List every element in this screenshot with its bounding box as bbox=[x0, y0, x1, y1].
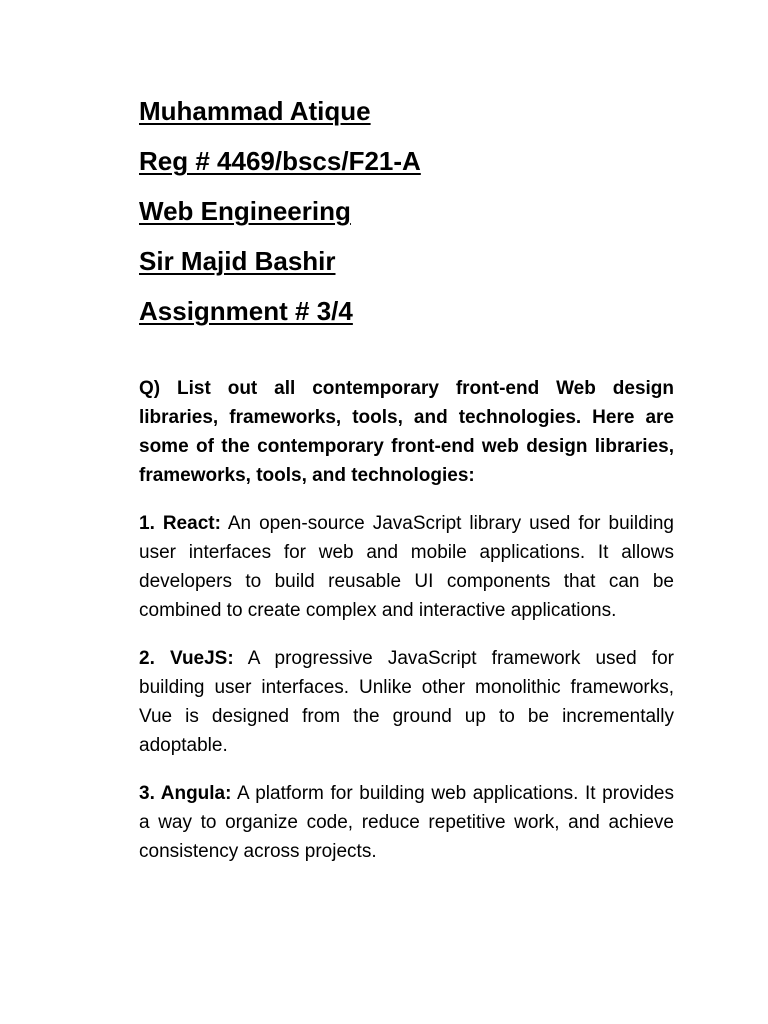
list-item-vuejs bbox=[139, 644, 674, 760]
list-item-text: A progressive JavaScript framework used for building user interfaces. Unlike other monolithic frameworks, Vue is designed from the ground up to be incrementally adoptable. bbox=[139, 648, 674, 756]
registration-number: Reg # 4469/bscs/F21-A bbox=[139, 146, 421, 176]
list-item-title: 1. React: bbox=[139, 513, 221, 534]
list-item-title: 3. Angula: bbox=[139, 783, 232, 804]
list-item-text: An open-source JavaScript library used for building user interfaces for web and mobile applications. It allows developers to build reusable UI components that can be combined to create complex and interactive applications. bbox=[139, 513, 675, 621]
list-item-react bbox=[139, 509, 674, 625]
question-text: Q) List out all contemporary front-end Web design libraries, frameworks, tools, and technologies. Here are some of the contemporary front-end web design libraries, frameworks, tools, and technologies: bbox=[139, 378, 674, 486]
list-item-title: 2. VueJS: bbox=[139, 648, 234, 669]
list-item-text: A platform for building web applications. It provides a way to organize code, reduce repetitive work, and achieve consistency across projects. bbox=[139, 783, 674, 862]
list-item-angula bbox=[139, 779, 674, 866]
document-page bbox=[139, 86, 674, 885]
instructor-name: Sir Majid Bashir bbox=[139, 246, 336, 276]
student-name: Muhammad Atique bbox=[139, 96, 371, 126]
assignment-title: Assignment # 3/4 bbox=[139, 296, 353, 326]
course-name: Web Engineering bbox=[139, 196, 351, 226]
